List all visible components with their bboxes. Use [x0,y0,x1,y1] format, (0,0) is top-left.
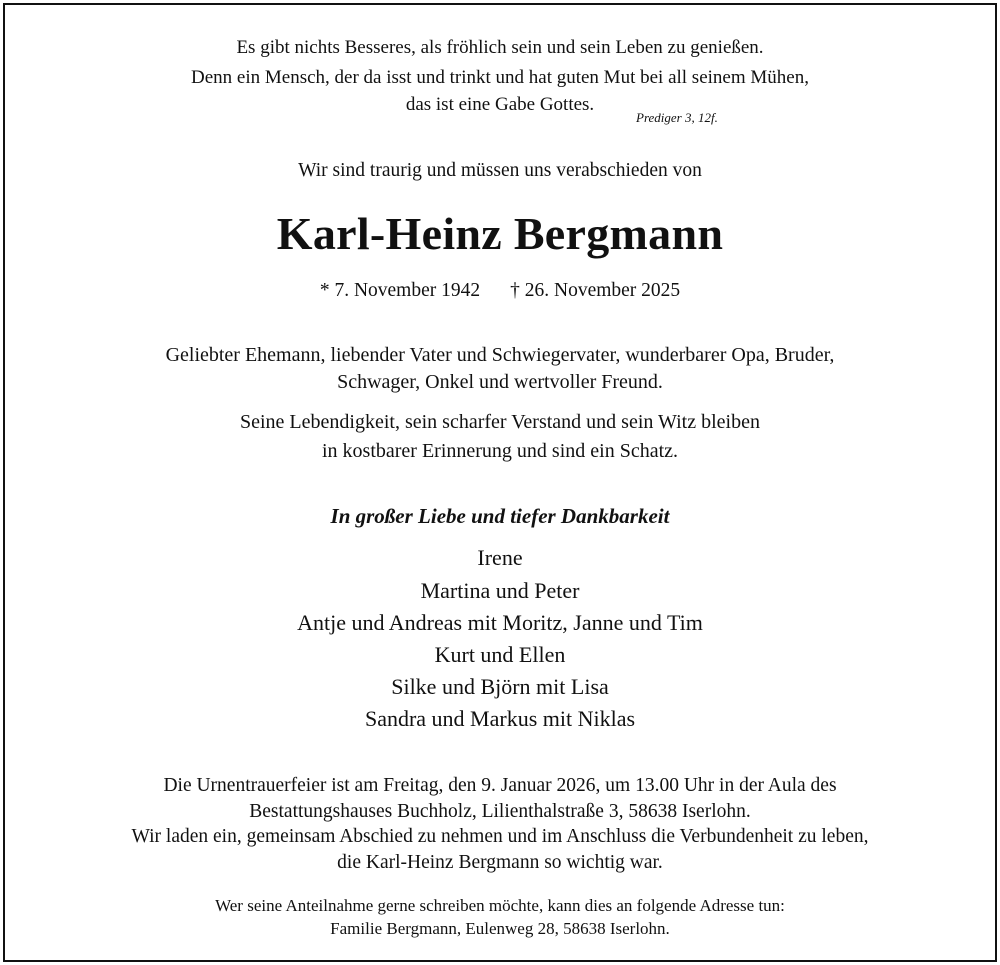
service-line: Bestattungshauses Buchholz, Lilienthalstraße 3, 58638 Iserlohn. [249,801,751,822]
mourner-name: Martina und Peter [420,578,580,603]
mourner-name: Sandra und Markus mit Niklas [364,706,636,731]
memory-line: in kostbarer Erinnerung und sind ein Schatz. [321,440,679,462]
service-line: die Karl-Heinz Bergmann so wichtig war. [337,852,663,873]
deceased-name: Karl-Heinz Bergmann [276,208,724,259]
service-line: Wir laden ein, gemeinsam Abschied zu nehmen und im Anschluss die Verbundenheit zu leben, [131,826,869,847]
verse-line: Denn ein Mensch, der da isst und trinkt und hat guten Mut bei all seinem Mühen, [191,67,809,88]
life-dates [0,280,1000,302]
mourner-name: Silke und Björn mit Lisa [391,674,609,699]
verse-reference: Prediger 3, 12f. [636,110,718,125]
tribute-line: Geliebter Ehemann, liebender Vater und Schwiegervater, wunderbarer Opa, Bruder, [165,344,835,366]
mourner-name: Irene [477,545,523,570]
service-line: Die Urnentrauerfeier ist am Freitag, den 9. Januar 2026, um 13.00 Uhr in der Aula des [163,775,837,796]
verse-line: das ist eine Gabe Gottes. [405,94,595,115]
birth-date: * 7. November 1942 [319,280,481,301]
condolence-address: Familie Bergmann, Eulenweg 28, 58638 Iserlohn. [330,919,670,938]
mourners-heading: In großer Liebe und tiefer Dankbarkeit [330,504,670,528]
mourner-name: Kurt und Ellen [434,642,566,667]
death-date: † 26. November 2025 [510,280,681,301]
tribute-line: Schwager, Onkel und wertvoller Freund. [337,371,663,393]
condolence-line: Wer seine Anteilnahme gerne schreiben möchte, kann dies an folgende Adresse tun: [215,896,785,915]
intro-text: Wir sind traurig und müssen uns verabschieden von [298,160,702,181]
verse-line: Es gibt nichts Besseres, als fröhlich sein und sein Leben zu genießen. [236,37,764,58]
mourner-name: Antje und Andreas mit Moritz, Janne und Tim [297,610,703,635]
memory-line: Seine Lebendigkeit, sein scharfer Verstand und sein Witz bleiben [240,411,760,433]
